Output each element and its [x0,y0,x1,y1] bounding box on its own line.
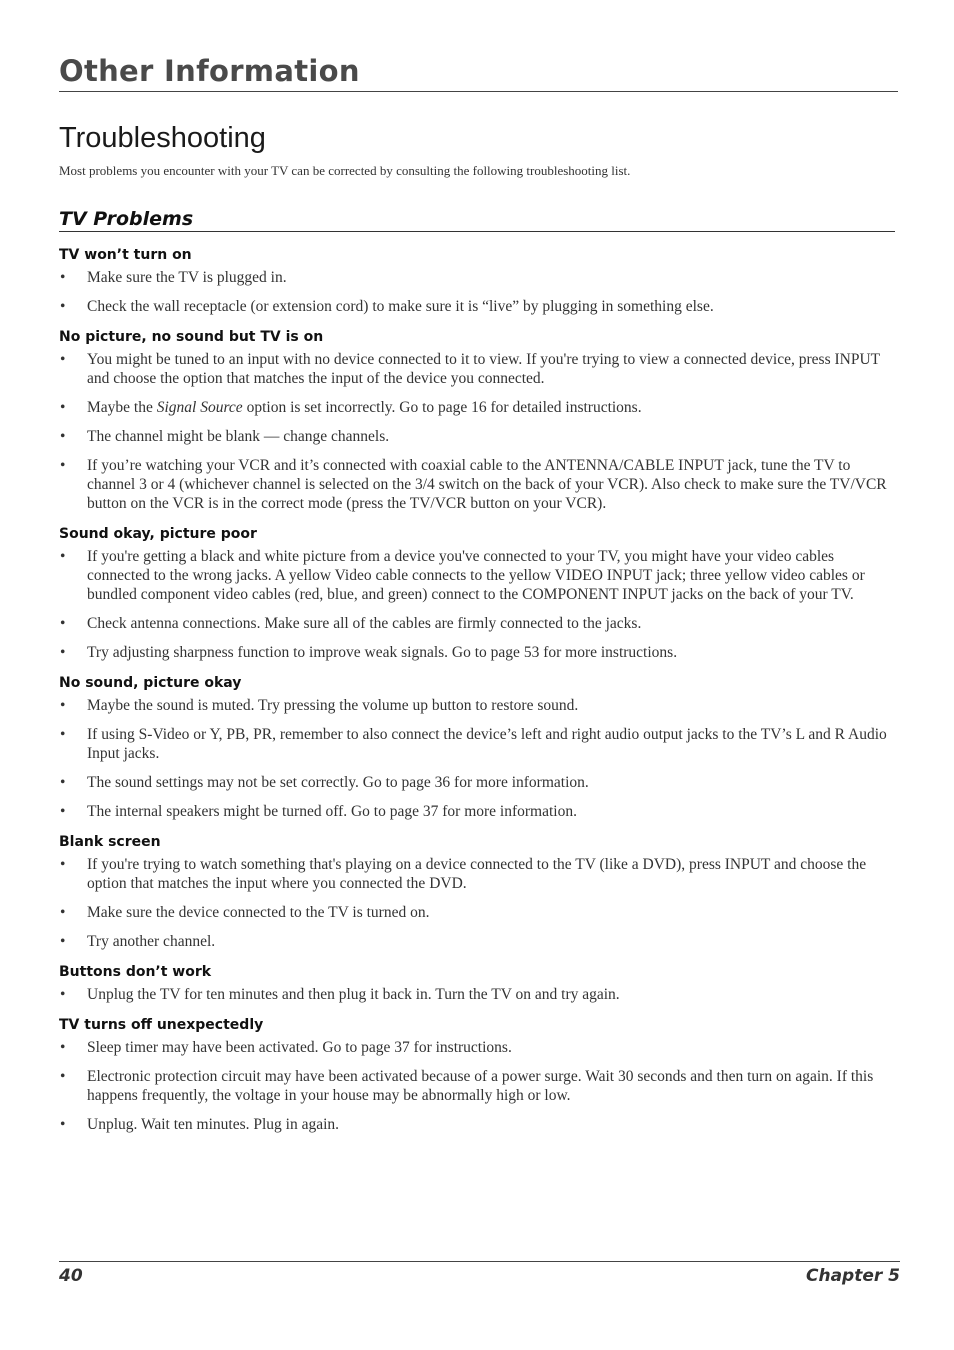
solution-text: The channel might be blank — change channels. [87,428,390,445]
page-number: 40 [59,1266,83,1286]
bullet-icon: • [60,1039,66,1056]
bullet-icon: • [60,856,66,873]
bullet-icon: • [60,726,66,743]
problem-group [59,1016,895,1134]
solution-text: If using S-Video or Y, PB, PR, remember to also connect the device’s left and right audio output jacks to the TV’s L and R Audio Input jacks. [87,726,887,762]
problem-group [59,328,895,513]
solution-text: Check the wall receptacle (or extension cord) to make sure it is “live” by plugging in something else. [87,298,714,315]
bullet-icon: • [60,774,66,791]
problem-heading: TV won’t turn on [59,247,192,263]
solution-text: Try adjusting sharpness function to improve weak signals. Go to page 53 for more instructions. [87,644,678,661]
problem-heading: Buttons don’t work [59,964,212,980]
bullet-icon: • [60,697,66,714]
solution-item [59,456,895,513]
solution-list [59,268,895,316]
solution-item [59,1038,895,1057]
solution-text: Unplug the TV for ten minutes and then plug it back in. Turn the TV on and try again. [87,986,620,1003]
chapter-label: Chapter 5 [805,1266,900,1286]
chapter-title: Other Information [59,54,360,88]
solution-item [59,268,895,287]
solution-text: Make sure the TV is plugged in. [87,269,287,286]
bullet-icon: • [60,1068,66,1085]
solution-text: Check antenna connections. Make sure all of the cables are firmly connected to the jacks. [87,615,642,632]
solution-list [59,696,895,821]
solution-item [59,932,895,951]
section-title: Troubleshooting [59,122,266,154]
solution-text: Try another channel. [87,933,216,950]
section-intro: Most problems you encounter with your TV can be corrected by consulting the following troubleshooting list. [59,163,631,178]
solution-item [59,725,895,763]
solution-text: Make sure the device connected to the TV is turned on. [87,904,430,921]
troubleshooting-list [59,246,895,1146]
problem-group [59,674,895,821]
solution-item [59,427,895,446]
footer-divider [59,1261,900,1262]
solution-item [59,1067,895,1105]
solution-text: The internal speakers might be turned off. Go to page 37 for more information. [87,803,577,820]
solution-list [59,1038,895,1134]
solution-text: Sleep timer may have been activated. Go to page 37 for instructions. [87,1039,512,1056]
problem-heading: No sound, picture okay [59,675,242,691]
solution-list [59,985,895,1004]
solution-item [59,985,895,1004]
problem-heading: No picture, no sound but TV is on [59,329,324,345]
solution-text: The sound settings may not be set correctly. Go to page 36 for more information. [87,774,589,791]
solution-text: Maybe the sound is muted. Try pressing the volume up button to restore sound. [87,697,579,714]
bullet-icon: • [60,298,66,315]
solution-text: Maybe the Signal Source option is set incorrectly. Go to page 16 for detailed instructions. [87,399,642,416]
solution-text: You might be tuned to an input with no device connected to it to view. If you're trying to view a connected device, press INPUT and choose the option that matches the input of the device you connected. [87,351,880,387]
solution-text: Unplug. Wait ten minutes. Plug in again. [87,1116,340,1133]
solution-item [59,802,895,821]
bullet-icon: • [60,428,66,445]
solution-list [59,547,895,662]
solution-item [59,903,895,922]
solution-item [59,773,895,792]
bullet-icon: • [60,986,66,1003]
problem-group [59,833,895,951]
solution-item [59,547,895,604]
solution-text: If you're trying to watch something that's playing on a device connected to the TV (like a DVD), press INPUT and choose the option that matches the input where you connected the DVD. [87,856,867,892]
bullet-icon: • [60,548,66,565]
bullet-icon: • [60,644,66,661]
problem-heading: Sound okay, picture poor [59,526,257,542]
problem-group [59,246,895,316]
problem-heading: TV turns off unexpectedly [59,1017,264,1033]
problem-group [59,525,895,662]
solution-text: If you're getting a black and white picture from a device you've connected to your TV, you might have your video cables connected to the wrong jacks. A yellow Video cable connects to the yellow VIDEO INPUT jack; three yellow video cables or bundled component video cables (red, blue, and green) connect to the COMPONENT INPUT jacks on the back of your TV. [87,548,865,603]
bullet-icon: • [60,904,66,921]
solution-text: Electronic protection circuit may have been activated because of a power surge. Wait 30 seconds and then turn on again. If this happens frequently, the voltage in your house may be abnormally high or low. [87,1068,874,1104]
subsection-title: TV Problems [59,208,895,232]
bullet-icon: • [60,399,66,416]
bullet-icon: • [60,1116,66,1133]
solution-item [59,643,895,662]
bullet-icon: • [60,457,66,474]
bullet-icon: • [60,615,66,632]
problem-group [59,963,895,1004]
problem-heading: Blank screen [59,834,161,850]
bullet-icon: • [60,269,66,286]
solution-item [59,855,895,893]
solution-item [59,350,895,388]
chapter-divider [59,91,898,92]
solution-list [59,350,895,513]
solution-item [59,398,895,417]
bullet-icon: • [60,351,66,368]
bullet-icon: • [60,933,66,950]
solution-item [59,1115,895,1134]
solution-text: If you’re watching your VCR and it’s connected with coaxial cable to the ANTENNA/CABLE INPUT jack, tune the TV to channel 3 or 4 (whichever channel is selected on the 3/4 switch on the back of your VCR). Also check to make sure the TV/VCR button on the VCR is in the correct mode (press the TV/VCR button on your VCR). [87,457,887,512]
bullet-icon: • [60,803,66,820]
solution-item [59,297,895,316]
solution-item [59,614,895,633]
solution-item [59,696,895,715]
solution-list [59,855,895,951]
